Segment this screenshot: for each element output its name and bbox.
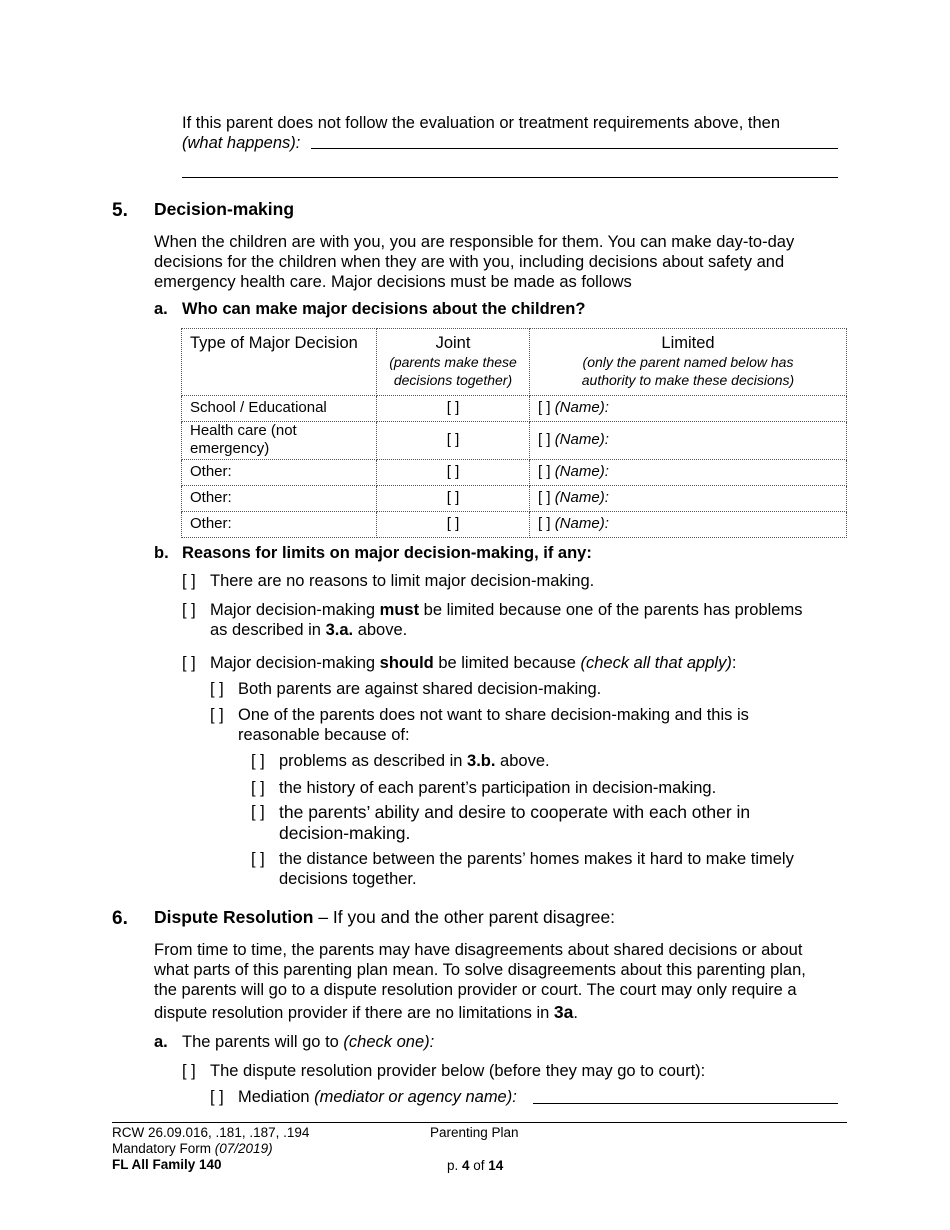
joint-checkbox[interactable]: [ ] — [377, 459, 530, 485]
decision-type: Other: — [182, 485, 377, 511]
checkbox[interactable]: [ ] — [182, 654, 196, 672]
checkbox[interactable]: [ ] — [210, 706, 224, 724]
what-happens-label: (what happens): — [182, 134, 301, 152]
reason-distance — [251, 849, 794, 889]
section-6a-letter: a. — [154, 1033, 168, 1051]
checkbox[interactable]: [ ] — [182, 1062, 196, 1080]
intro-line1: If this parent does not follow the evaluation or treatment requirements above, then — [182, 114, 781, 132]
section-5-paragraph — [154, 232, 794, 292]
table-row — [182, 396, 847, 422]
option-text: the history of each parent’s participation in decision-making. — [279, 779, 717, 797]
reason-history — [251, 778, 716, 798]
decision-table — [181, 328, 847, 538]
decision-type: Health care (not emergency) — [182, 422, 377, 460]
joint-checkbox[interactable]: [ ] — [377, 396, 530, 422]
paragraph-line: emergency health care. Major decisions must be made as follows — [154, 273, 632, 292]
sub-option-one-not-share — [210, 705, 749, 745]
footer-left — [112, 1125, 309, 1174]
section-5a-letter: a. — [154, 300, 168, 318]
limited-cell — [530, 511, 847, 537]
sub-option-both-against — [210, 679, 601, 699]
col-header-limited: Limited (only the parent named below has authority to make these decisions) — [530, 329, 847, 396]
name-label: (Name): — [554, 488, 609, 506]
section-5-number: 5. — [112, 200, 128, 221]
option-text: Major decision-making must be limited because one of the parents has problems as described in 3.a. above. — [210, 601, 803, 640]
paragraph-line: what parts of this parenting plan mean. To solve disagreements about this parenting plan, — [154, 961, 806, 980]
decision-type: Other: — [182, 511, 377, 537]
option-text: Mediation (mediator or agency name): — [238, 1088, 517, 1106]
footer-rule — [112, 1122, 847, 1123]
checkbox[interactable]: [ ] — [251, 850, 265, 868]
option-text: Major decision-making should be limited because (check all that apply): — [210, 654, 737, 672]
table-row — [182, 485, 847, 511]
checkbox[interactable]: [ ] — [251, 779, 265, 797]
section-6-paragraph — [154, 940, 806, 1024]
name-label: (Name): — [554, 431, 609, 449]
paragraph-line: the parents will go to a dispute resolution provider or court. The court may only require a — [154, 981, 797, 1000]
checkbox[interactable]: [ ] — [210, 1088, 224, 1106]
footer-mandatory: Mandatory Form (07/2019) — [112, 1141, 273, 1157]
checkbox[interactable]: [ ] — [182, 601, 196, 619]
checkbox[interactable]: [ ] — [251, 803, 265, 821]
paragraph-line: From time to time, the parents may have disagreements about shared decisions or about — [154, 941, 803, 959]
limited-checkbox[interactable]: [ ] — [538, 488, 551, 506]
option-dispute-provider — [182, 1061, 705, 1081]
what-happens-field-line2[interactable] — [182, 177, 838, 178]
option-must-limit — [182, 600, 802, 640]
col-header-type: Type of Major Decision — [182, 329, 377, 396]
footer-doc-title: Parenting Plan — [430, 1125, 519, 1140]
option-text: One of the parents does not want to share decision-making and this is reasonable because of: — [238, 706, 749, 745]
section-5-title: Decision-making — [154, 199, 295, 219]
reason-problems — [251, 751, 550, 771]
option-mediation — [210, 1087, 517, 1107]
paragraph-line: When the children are with you, you are responsible for them. You can make day-to-day — [154, 233, 795, 251]
joint-checkbox[interactable]: [ ] — [377, 485, 530, 511]
name-label: (Name): — [554, 462, 609, 480]
option-text: the parents’ ability and desire to cooperate with each other in decision-making. — [279, 802, 751, 844]
joint-checkbox[interactable]: [ ] — [377, 422, 530, 460]
paragraph-line: dispute resolution provider if there are no limitations in 3a. — [154, 1002, 578, 1023]
limited-checkbox[interactable]: [ ] — [538, 431, 551, 449]
section-5a-title: Who can make major decisions about the children? — [182, 300, 586, 318]
table-row — [182, 422, 847, 460]
limited-cell — [530, 459, 847, 485]
option-text: The dispute resolution provider below (before they may go to court): — [210, 1062, 706, 1080]
table-row — [182, 459, 847, 485]
footer-page-number: p. 4 of 14 — [447, 1158, 504, 1173]
limited-checkbox[interactable]: [ ] — [538, 514, 551, 532]
section-6-title: Dispute Resolution – If you and the other parent disagree: — [154, 907, 616, 927]
section-5b-title: Reasons for limits on major decision-making, if any: — [182, 544, 592, 562]
joint-checkbox[interactable]: [ ] — [377, 511, 530, 537]
section-6-number: 6. — [112, 908, 128, 929]
limited-cell — [530, 422, 847, 460]
table-row — [182, 511, 847, 537]
checkbox[interactable]: [ ] — [251, 752, 265, 770]
limited-cell — [530, 396, 847, 422]
paragraph-line: decisions for the children when they are with you, including decisions about safety and — [154, 253, 785, 272]
option-text: There are no reasons to limit major decision-making. — [210, 572, 595, 590]
checkbox[interactable]: [ ] — [182, 572, 196, 590]
option-should-limit — [182, 653, 736, 673]
limited-checkbox[interactable]: [ ] — [538, 462, 551, 480]
option-no-reasons — [182, 571, 594, 591]
checkbox[interactable]: [ ] — [210, 680, 224, 698]
decision-type: Other: — [182, 459, 377, 485]
footer-rcw: RCW 26.09.016, .181, .187, .194 — [112, 1125, 310, 1140]
mediator-name-field[interactable] — [533, 1103, 838, 1104]
limited-checkbox[interactable]: [ ] — [538, 399, 551, 417]
limited-cell — [530, 485, 847, 511]
col-header-joint: Joint (parents make these decisions together) — [377, 329, 530, 396]
what-happens-field[interactable] — [311, 148, 838, 149]
option-text: the distance between the parents’ homes makes it hard to make timely decisions together. — [279, 850, 794, 889]
decision-type: School / Educational — [182, 396, 377, 422]
name-label: (Name): — [554, 514, 609, 532]
name-label: (Name): — [554, 399, 609, 417]
option-text: Both parents are against shared decision-making. — [238, 680, 602, 698]
section-5b-letter: b. — [154, 544, 169, 562]
option-text: problems as described in 3.b. above. — [279, 752, 550, 770]
footer-form-id: FL All Family 140 — [112, 1157, 222, 1173]
section-6a-text: The parents will go to (check one): — [182, 1033, 435, 1051]
reason-cooperate — [251, 802, 750, 845]
